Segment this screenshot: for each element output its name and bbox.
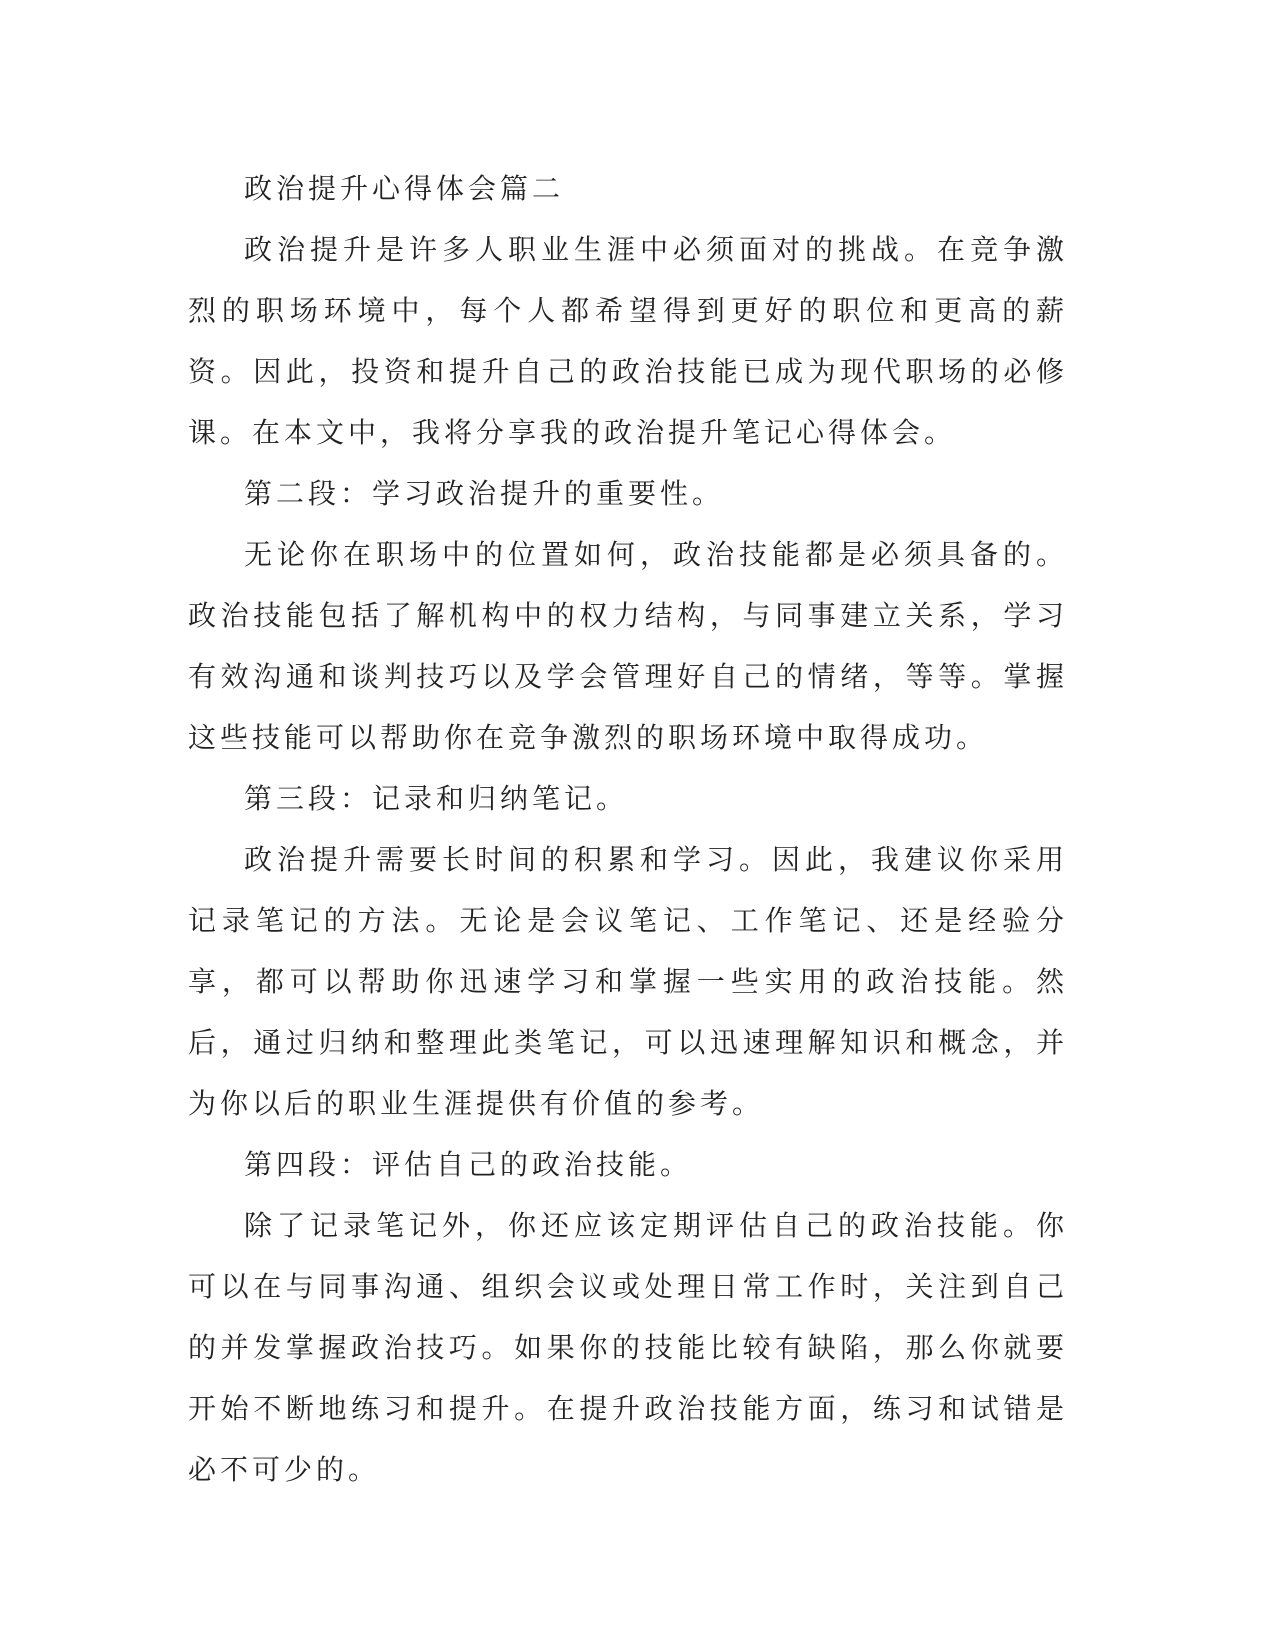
paragraph-evaluation: 除了记录笔记外，你还应该定期评估自己的政治技能。你可以在与同事沟通、组织会议或处理日常工作时，关注到自己的并发掌握政治技巧。如果你的技能比较有缺陷，那么你就要开始不断地练习和提升。在提升政治技能方面，练习和试错是必不可少的。 bbox=[188, 1209, 1068, 1486]
paragraph-importance: 无论你在职场中的位置如何，政治技能都是必须具备的。政治技能包括了解机构中的权力结构，与同事建立关系，学习有效沟通和谈判技巧以及学会管理好自己的情绪，等等。掌握这些技能可以帮助你在竞争激烈的职场环境中取得成功。 bbox=[188, 538, 1068, 754]
section-heading-2: 第二段：学习政治提升的重要性。 bbox=[244, 477, 725, 510]
document-body bbox=[188, 158, 1068, 1500]
section-heading-3: 第三段：记录和归纳笔记。 bbox=[244, 782, 629, 815]
paragraph-intro: 政治提升是许多人职业生涯中必须面对的挑战。在竞争激烈的职场环境中，每个人都希望得到更好的职位和更高的薪资。因此，投资和提升自己的政治技能已成为现代职场的必修课。在本文中，我将分享我的政治提升笔记心得体会。 bbox=[188, 233, 1068, 449]
document-title: 政治提升心得体会篇二 bbox=[244, 172, 565, 205]
section-heading-4: 第四段：评估自己的政治技能。 bbox=[244, 1148, 693, 1181]
paragraph-notes: 政治提升需要长时间的积累和学习。因此，我建议你采用记录笔记的方法。无论是会议笔记、工作笔记、还是经验分享，都可以帮助你迅速学习和掌握一些实用的政治技能。然后，通过归纳和整理此类笔记，可以迅速理解知识和概念，并为你以后的职业生涯提供有价值的参考。 bbox=[188, 843, 1068, 1120]
